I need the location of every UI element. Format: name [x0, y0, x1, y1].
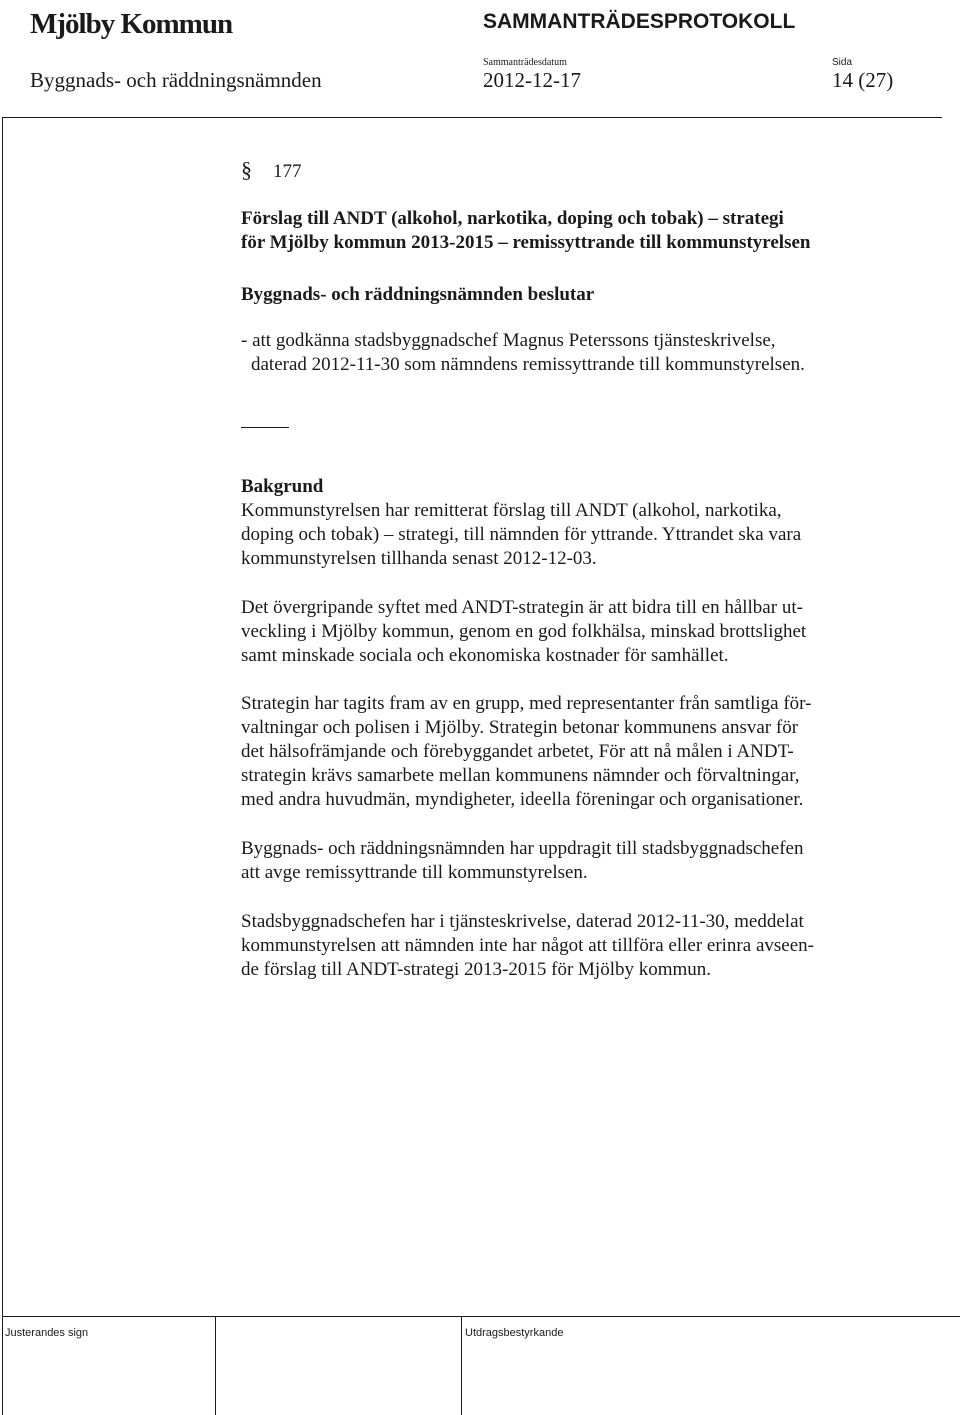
meeting-date: 2012-12-17 [483, 68, 581, 92]
paragraph [241, 837, 804, 885]
section-symbol: § [241, 157, 252, 182]
paragraph-line: valtningar och polisen i Mjölby. Strategin betonar kommunens ansvar för [241, 717, 799, 738]
paragraph-line: doping och tobak) – strategi, till nämnden för yttrande. Yttrandet ska vara [241, 524, 802, 545]
paragraph [241, 692, 811, 812]
paragraph [241, 910, 814, 982]
decision-line: - att godkänna stadsbyggnadschef Magnus Peterssons tjänsteskrivelse, [241, 330, 776, 351]
paragraph-line: Byggnads- och räddningsnämnden har uppdragit till stadsbyggnadschefen [241, 838, 804, 859]
decision-heading: Byggnads- och räddningsnämnden beslutar [241, 284, 595, 305]
decision-line: daterad 2012-11-30 som nämndens remissyttrande till kommunstyrelsen. [251, 354, 805, 375]
section-title [241, 207, 810, 255]
section-number-value: 177 [273, 161, 302, 182]
section-title-line: för Mjölby kommun 2013-2015 – remissyttrande till kommunstyrelsen [241, 232, 811, 253]
section-number [241, 157, 302, 183]
footer-divider [215, 1316, 216, 1415]
footer-rule [2, 1316, 960, 1317]
paragraph-line: Kommunstyrelsen har remitterat förslag till ANDT (alkohol, narkotika, [241, 500, 782, 521]
meeting-date-label: Sammanträdesdatum [483, 57, 567, 68]
paragraph-line: Strategin har tagits fram av en grupp, med representanter från samtliga för- [241, 693, 812, 714]
paragraph-line: Stadsbyggnadschefen har i tjänsteskrivelse, daterad 2012-11-30, meddelat [241, 911, 804, 932]
paragraph-line: de förslag till ANDT-strategi 2013-2015 för Mjölby kommun. [241, 959, 712, 980]
paragraph [241, 499, 801, 571]
paragraph-line: med andra huvudmän, myndigheter, ideella föreningar och organisationer. [241, 789, 804, 810]
excerpt-certified-label: Utdragsbestyrkande [465, 1327, 564, 1339]
decision-text [241, 329, 805, 377]
document-type: SAMMANTRÄDESPROTOKOLL [483, 10, 796, 33]
separator-rule [241, 427, 289, 428]
page-label: Sida [832, 57, 853, 68]
header-rule [2, 117, 942, 118]
paragraph-line: kommunstyrelsen tillhanda senast 2012-12-03. [241, 548, 597, 569]
paragraph-line: veckling i Mjölby kommun, genom en god folkhälsa, minskad brottslighet [241, 621, 807, 642]
paragraph-line: strategin krävs samarbete mellan kommunens nämnder och förvaltningar, [241, 765, 800, 786]
paragraph-line: kommunstyrelsen att nämnden inte har något att tillföra eller erinra avseen- [241, 935, 814, 956]
paragraph [241, 596, 806, 668]
paragraph-line: samt minskade sociala och ekonomiska kostnader för samhället. [241, 645, 729, 666]
paragraph-line: det hälsofrämjande och förebyggandet arbetet, För att nå målen i ANDT- [241, 741, 794, 762]
left-margin-rule [2, 117, 3, 1415]
page-number: 14 (27) [832, 68, 894, 92]
background-heading: Bakgrund [241, 476, 324, 497]
committee-name: Byggnads- och räddningsnämnden [30, 68, 322, 92]
paragraph-line: att avge remissyttrande till kommunstyrelsen. [241, 862, 588, 883]
section-title-line: Förslag till ANDT (alkohol, narkotika, doping och tobak) – strategi [241, 208, 784, 229]
municipality-name: Mjölby Kommun [30, 8, 233, 40]
footer-divider [461, 1316, 462, 1415]
adjuster-sign-label: Justerandes sign [5, 1327, 89, 1339]
paragraph-line: Det övergripande syftet med ANDT-strategin är att bidra till en hållbar ut- [241, 597, 803, 618]
